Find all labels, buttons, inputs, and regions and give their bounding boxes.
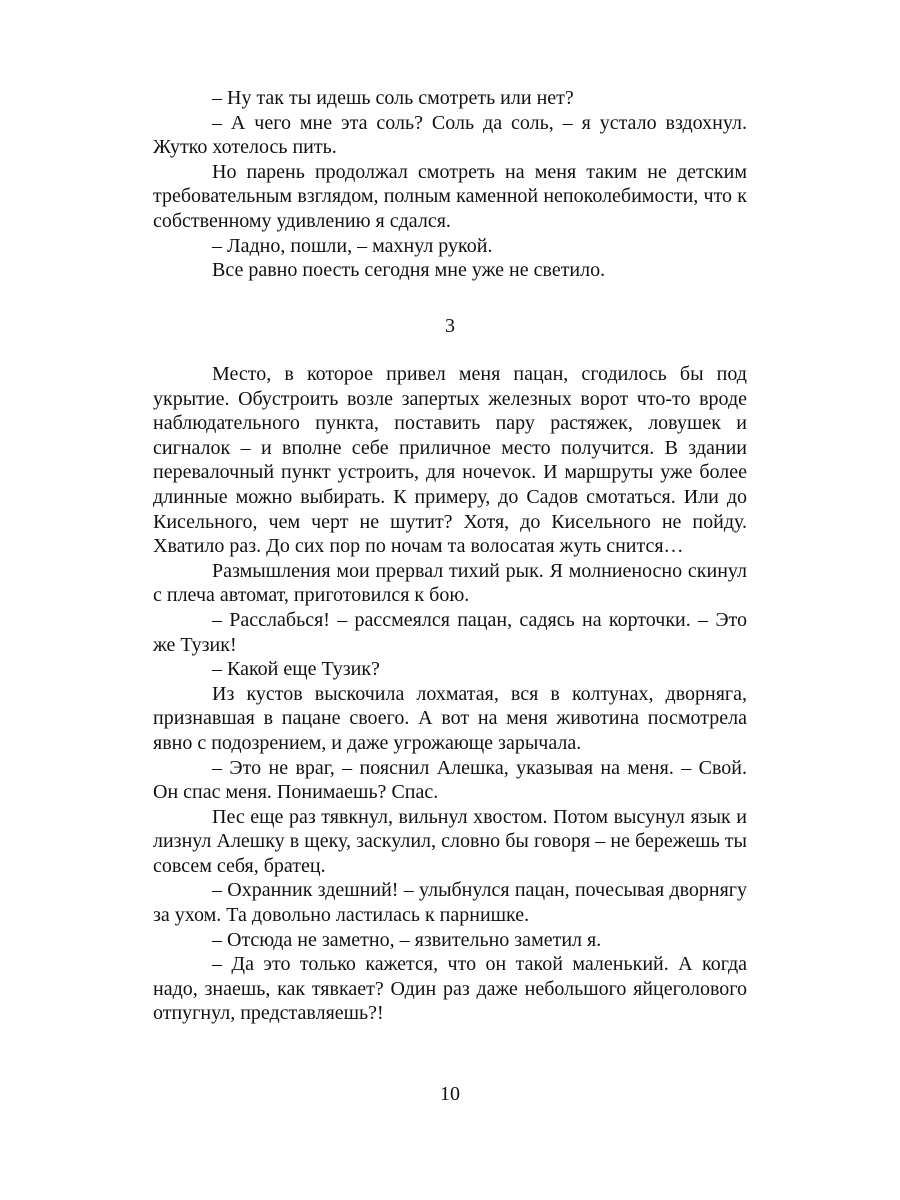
text-block-top [153,86,747,283]
page-number: 10 [440,1083,460,1105]
paragraph: Из кустов выскочила лохматая, вся в колтунах, дворняга, признавшая в пацане своего. А вот на меня животина посмотрела явно с подозрением, и даже угрожающе зарычала. [153,682,747,754]
paragraph: – А чего мне эта соль? Соль да соль, – я устало вздохнул. Жутко хотелось пить. [153,111,747,159]
paragraph: Место, в которое привел меня пацан, сгодилось бы под укрытие. Обустроить возле запертых железных ворот что-то вроде наблюдательного пункта, поставить пару растяжек, ловушек и сигналок – и вполне себе приличное место получится. В здании перевалочный пункт устроить, для ночеvок. И маршруты уже более длинные можно выбирать. К примеру, до Садов смотаться. Или до Кисельного, чем черт не шутит? Хотя, до Кисельного не пойду. Хватило раз. До сих пор по ночам та волосатая жуть снится… [153,363,747,558]
paragraph: – Расслабься! – рассмеялся пацан, садясь на корточки. – Это же Тузик! [153,608,747,656]
paragraph: Пес еще раз тявкнул, вильнул хвостом. Потом высунул язык и лизнул Алешку в щеку, заскулил, словно бы говоря – не бережешь ты совсем себя, братец. [153,805,747,877]
text-block-bottom [153,362,747,1026]
paragraph: – Какой еще Тузик? [212,658,380,681]
paragraph: Но парень продолжал смотреть на меня таким не детским требовательным взглядом, полным каменной непоколебимости, что к собственному удивлению я сдался. [153,160,747,232]
chapter-number: 3 [445,315,455,337]
paragraph: – Отсюда не заметно, – язвительно заметил я. [212,928,602,951]
paragraph: – Охранник здешний! – улыбнулся пацан, почесывая дворнягу за ухом. Та довольно ластилась к парнишке. [153,879,747,927]
paragraph: – Да это только кажется, что он такой маленький. А когда надо, знаешь, как тявкает? Один раз даже небольшого яйцеголового отпугнул, представляешь?! [153,953,747,1025]
paragraph: Все равно поесть сегодня мне уже не светило. [212,259,606,282]
paragraph: – Ладно, пошли, – махнул рукой. [212,234,493,257]
paragraph: Размышления мои прервал тихий рык. Я молниеносно скинул с плеча автомат, приготовился к бою. [153,559,747,607]
paragraph: – Ну так ты идешь соль смотреть или нет? [212,87,574,109]
paragraph: – Это не враг, – пояснил Алешка, указывая на меня. – Свой. Он спас меня. Понимаешь? Спас. [153,756,747,804]
